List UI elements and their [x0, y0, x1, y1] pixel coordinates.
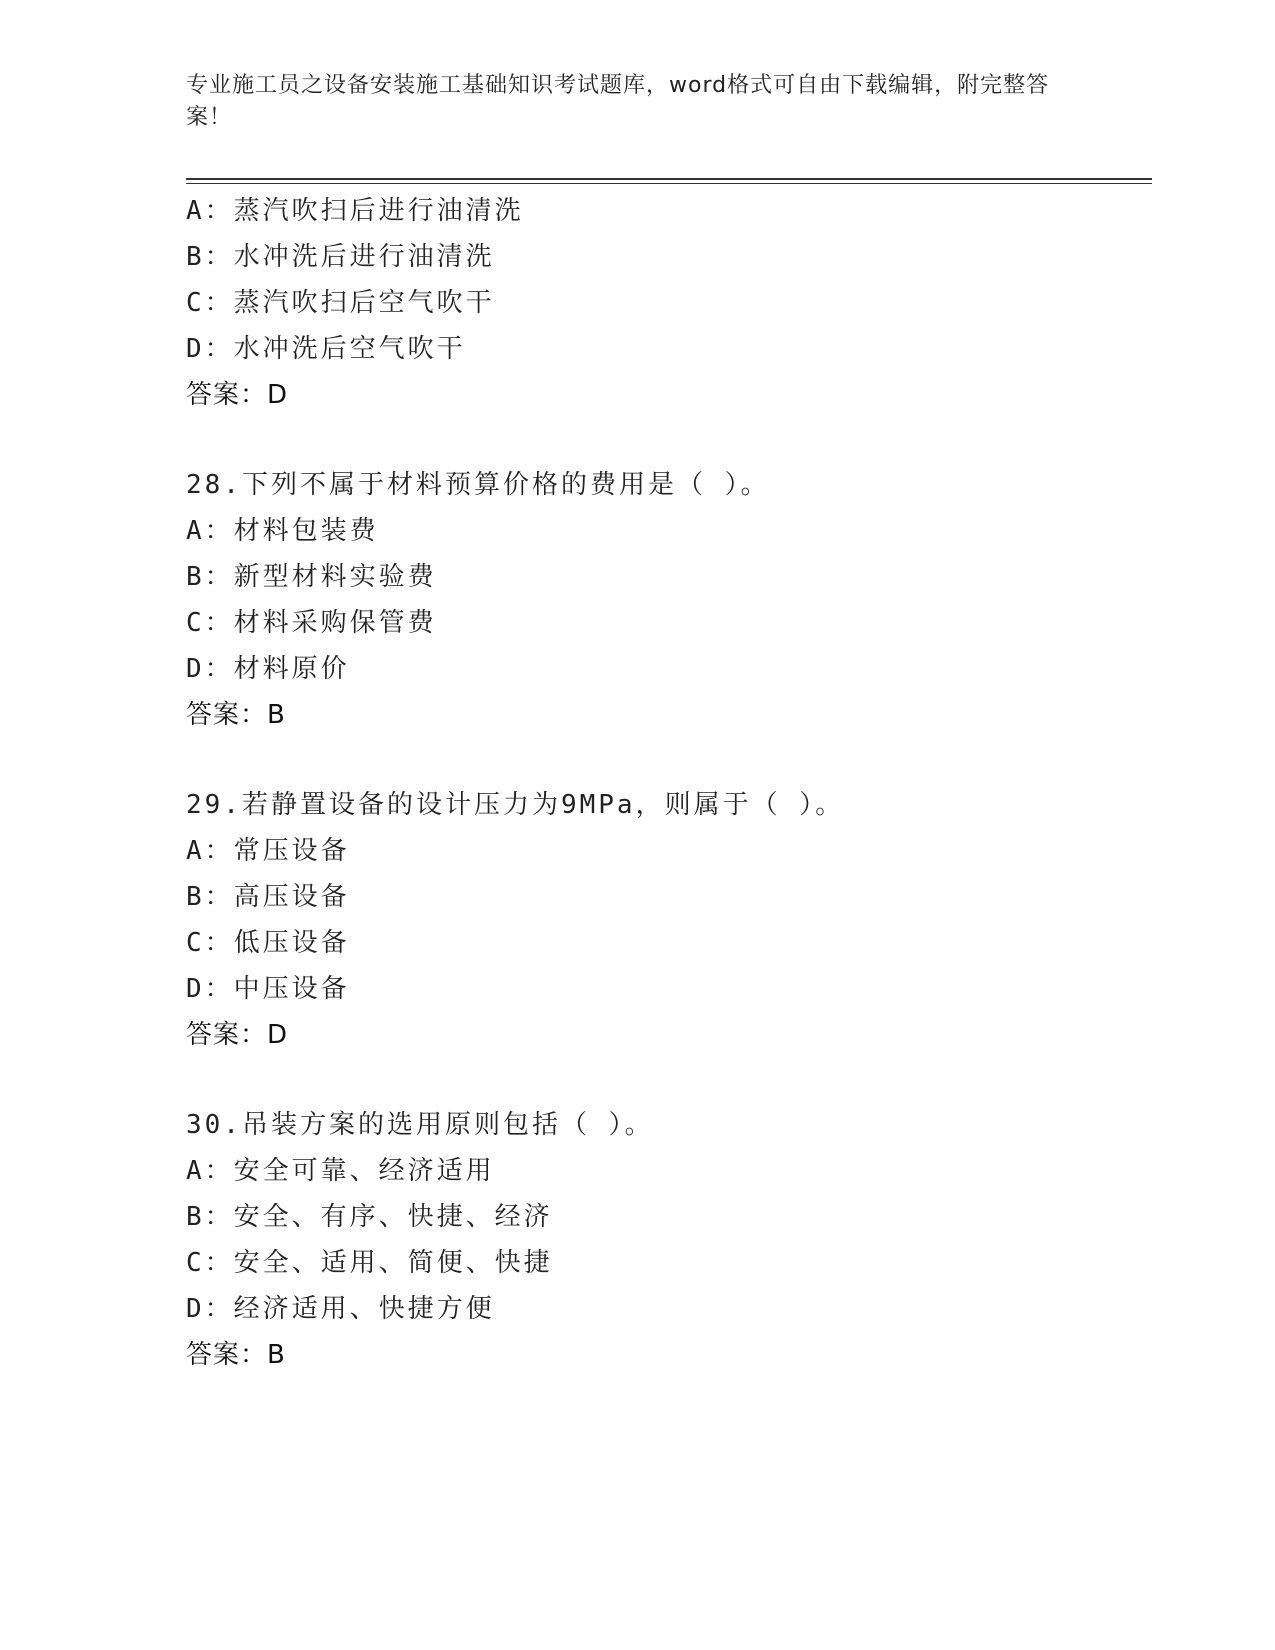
answer: 答案：D [186, 380, 289, 410]
question-30 [186, 1102, 1152, 1378]
option-d: D：经济适用、快捷方便 [186, 1294, 495, 1324]
answer: 答案：D [186, 1020, 289, 1050]
option-b: B：安全、有序、快捷、经济 [186, 1202, 553, 1232]
question-list [186, 188, 1152, 1378]
option-b: B：水冲洗后进行油清洗 [186, 242, 495, 272]
option-d: D：中压设备 [186, 974, 350, 1004]
option-b: B：新型材料实验费 [186, 562, 437, 592]
option-c: C：低压设备 [186, 928, 350, 958]
spacer [186, 738, 1152, 782]
option-c: C：蒸汽吹扫后空气吹干 [186, 288, 495, 318]
option-a: A：材料包装费 [186, 516, 379, 546]
question-text: 29.若静置设备的设计压力为9MPa，则属于（ ）。 [186, 790, 845, 820]
answer: 答案：B [186, 1340, 286, 1370]
document-header: 专业施工员之设备安装施工基础知识考试题库，word格式可自由下载编辑，附完整答案！ [186, 73, 1050, 130]
option-b: B：高压设备 [186, 882, 350, 912]
option-c: C：安全、适用、简便、快捷 [186, 1248, 553, 1278]
option-a: A：常压设备 [186, 836, 350, 866]
option-d: D：材料原价 [186, 654, 350, 684]
spacer [186, 1058, 1152, 1102]
answer: 答案：B [186, 700, 286, 730]
header-rule-thin [186, 183, 1152, 184]
option-a: A：蒸汽吹扫后进行油清洗 [186, 196, 524, 226]
option-a: A：安全可靠、经济适用 [186, 1156, 495, 1186]
option-c: C：材料采购保管费 [186, 608, 437, 638]
header-rule-thick [186, 178, 1152, 180]
option-d: D：水冲洗后空气吹干 [186, 334, 466, 364]
question-27 [186, 188, 1152, 418]
question-29 [186, 782, 1152, 1058]
question-text: 28.下列不属于材料预算价格的费用是（ ）。 [186, 470, 770, 500]
question-text: 30.吊装方案的选用原则包括（ ）。 [186, 1110, 654, 1140]
spacer [186, 418, 1152, 462]
question-28 [186, 462, 1152, 738]
